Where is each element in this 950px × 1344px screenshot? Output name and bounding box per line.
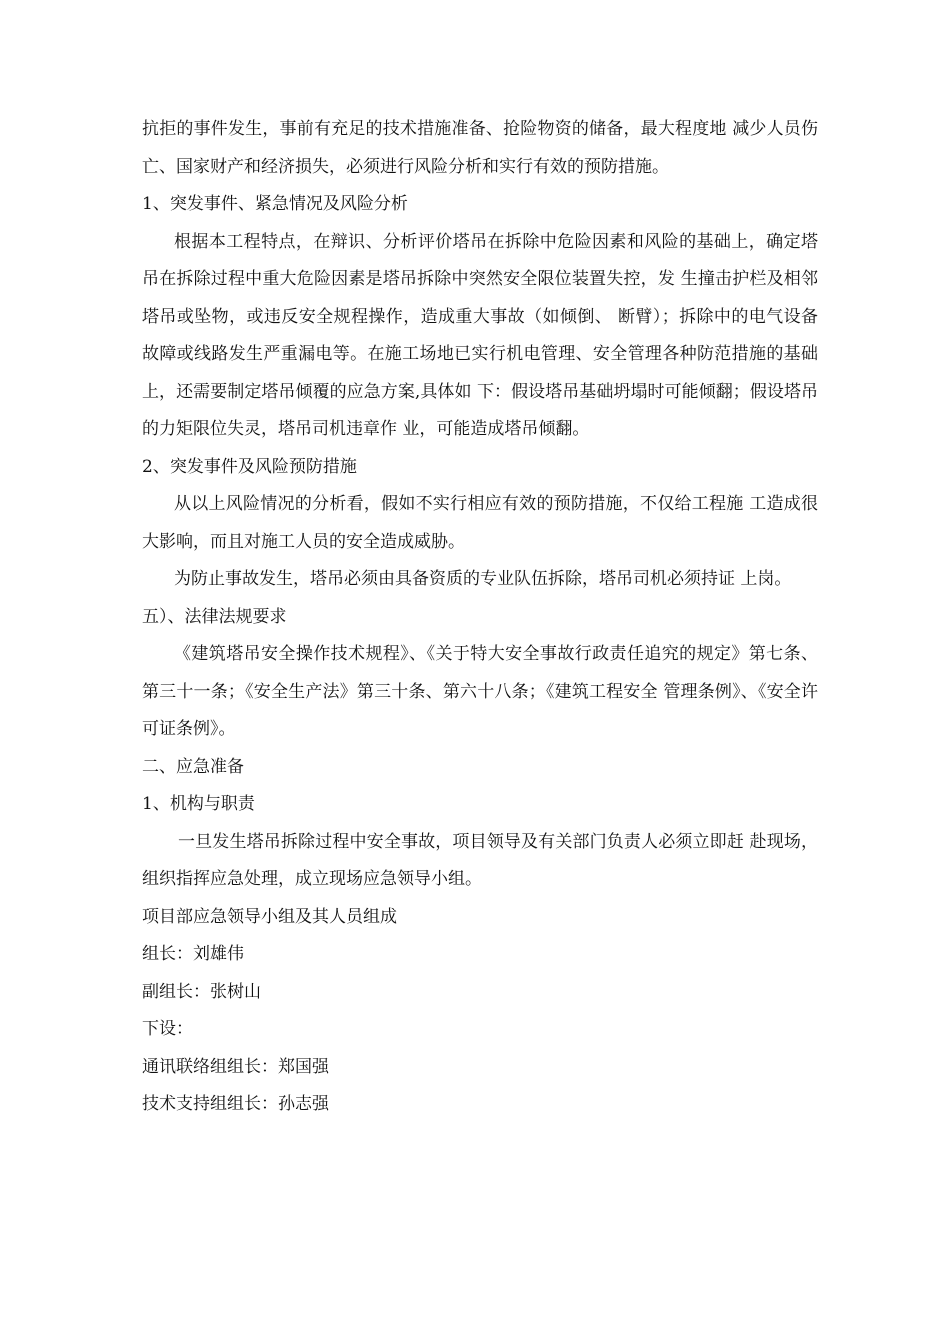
section-heading-emergency-prep: 二、应急准备 xyxy=(142,756,244,777)
list-item-technical-lead: 技术支持组组长：孙志强 xyxy=(142,1094,329,1114)
paragraph-risk-analysis: 根据本工程特点，在辩识、分析评价塔吊在拆除中危险因素和风险的基础上，确定塔吊在拆除过程中重大危险因素是塔吊拆除中突然安全限位装置失控，发 生撞击护栏及相邻塔吊或坠物，或违反安全规程操作，造成重大事故（如倾倒、 断臂）；拆除中的电气设备故障或线路发生严重漏电等。在施工场地已实行机电管理、安全管理各种防范措施的基础上，还需要制定塔吊倾覆的应急方案,具体如 下：假设塔吊基础坍塌时可能倾翻；假设塔吊的力矩限位失灵，塔吊司机违章作 业，可能造成塔吊倾翻。 xyxy=(142,231,818,439)
section-heading-legal: 五）、法律法规要求 xyxy=(142,606,287,627)
paragraph-prevention: 从以上风险情况的分析看，假如不实行相应有效的预防措施，不仅给工程施 工造成很大影响，而且对施工人员的安全造成威胁。 xyxy=(142,494,818,552)
list-item-communication-lead: 通讯联络组组长：郑国强 xyxy=(142,1056,329,1077)
paragraph-legal: 《建筑塔吊安全操作技术规程》、《关于特大安全事故行政责任追究的规定》第七条、第三十一条；《安全生产法》第三十条、第六十八条；《建筑工程安全 管理条例》、《安全许可证条例》。 xyxy=(142,644,818,739)
paragraph-organization: 一旦发生塔吊拆除过程中安全事故，项目领导及有关部门负责人必须立即赶 赴现场，组织指挥应急处理，成立现场应急领导小组。 xyxy=(142,831,818,889)
list-heading-team: 项目部应急领导小组及其人员组成 xyxy=(142,906,397,927)
list-item-subdivisions: 下设： xyxy=(142,1019,193,1039)
section-heading-prevention: 2、突发事件及风险预防措施 xyxy=(142,456,357,477)
document-body xyxy=(142,111,818,1124)
list-item-deputy-leader: 副组长：张树山 xyxy=(142,981,261,1002)
list-item-leader: 组长：刘雄伟 xyxy=(142,944,244,964)
section-heading-organization: 1、机构与职责 xyxy=(142,794,255,814)
section-heading-risk-analysis: 1、突发事件、紧急情况及风险分析 xyxy=(142,194,408,214)
paragraph-continuation: 抗拒的事件发生，事前有充足的技术措施准备、抢险物资的储备，最大程度地 减少人员伤亡、国家财产和经济损失，必须进行风险分析和实行有效的预防措施。 xyxy=(142,119,818,177)
paragraph-qualification: 为防止事故发生，塔吊必须由具备资质的专业队伍拆除，塔吊司机必须持证 上岗。 xyxy=(174,569,792,589)
